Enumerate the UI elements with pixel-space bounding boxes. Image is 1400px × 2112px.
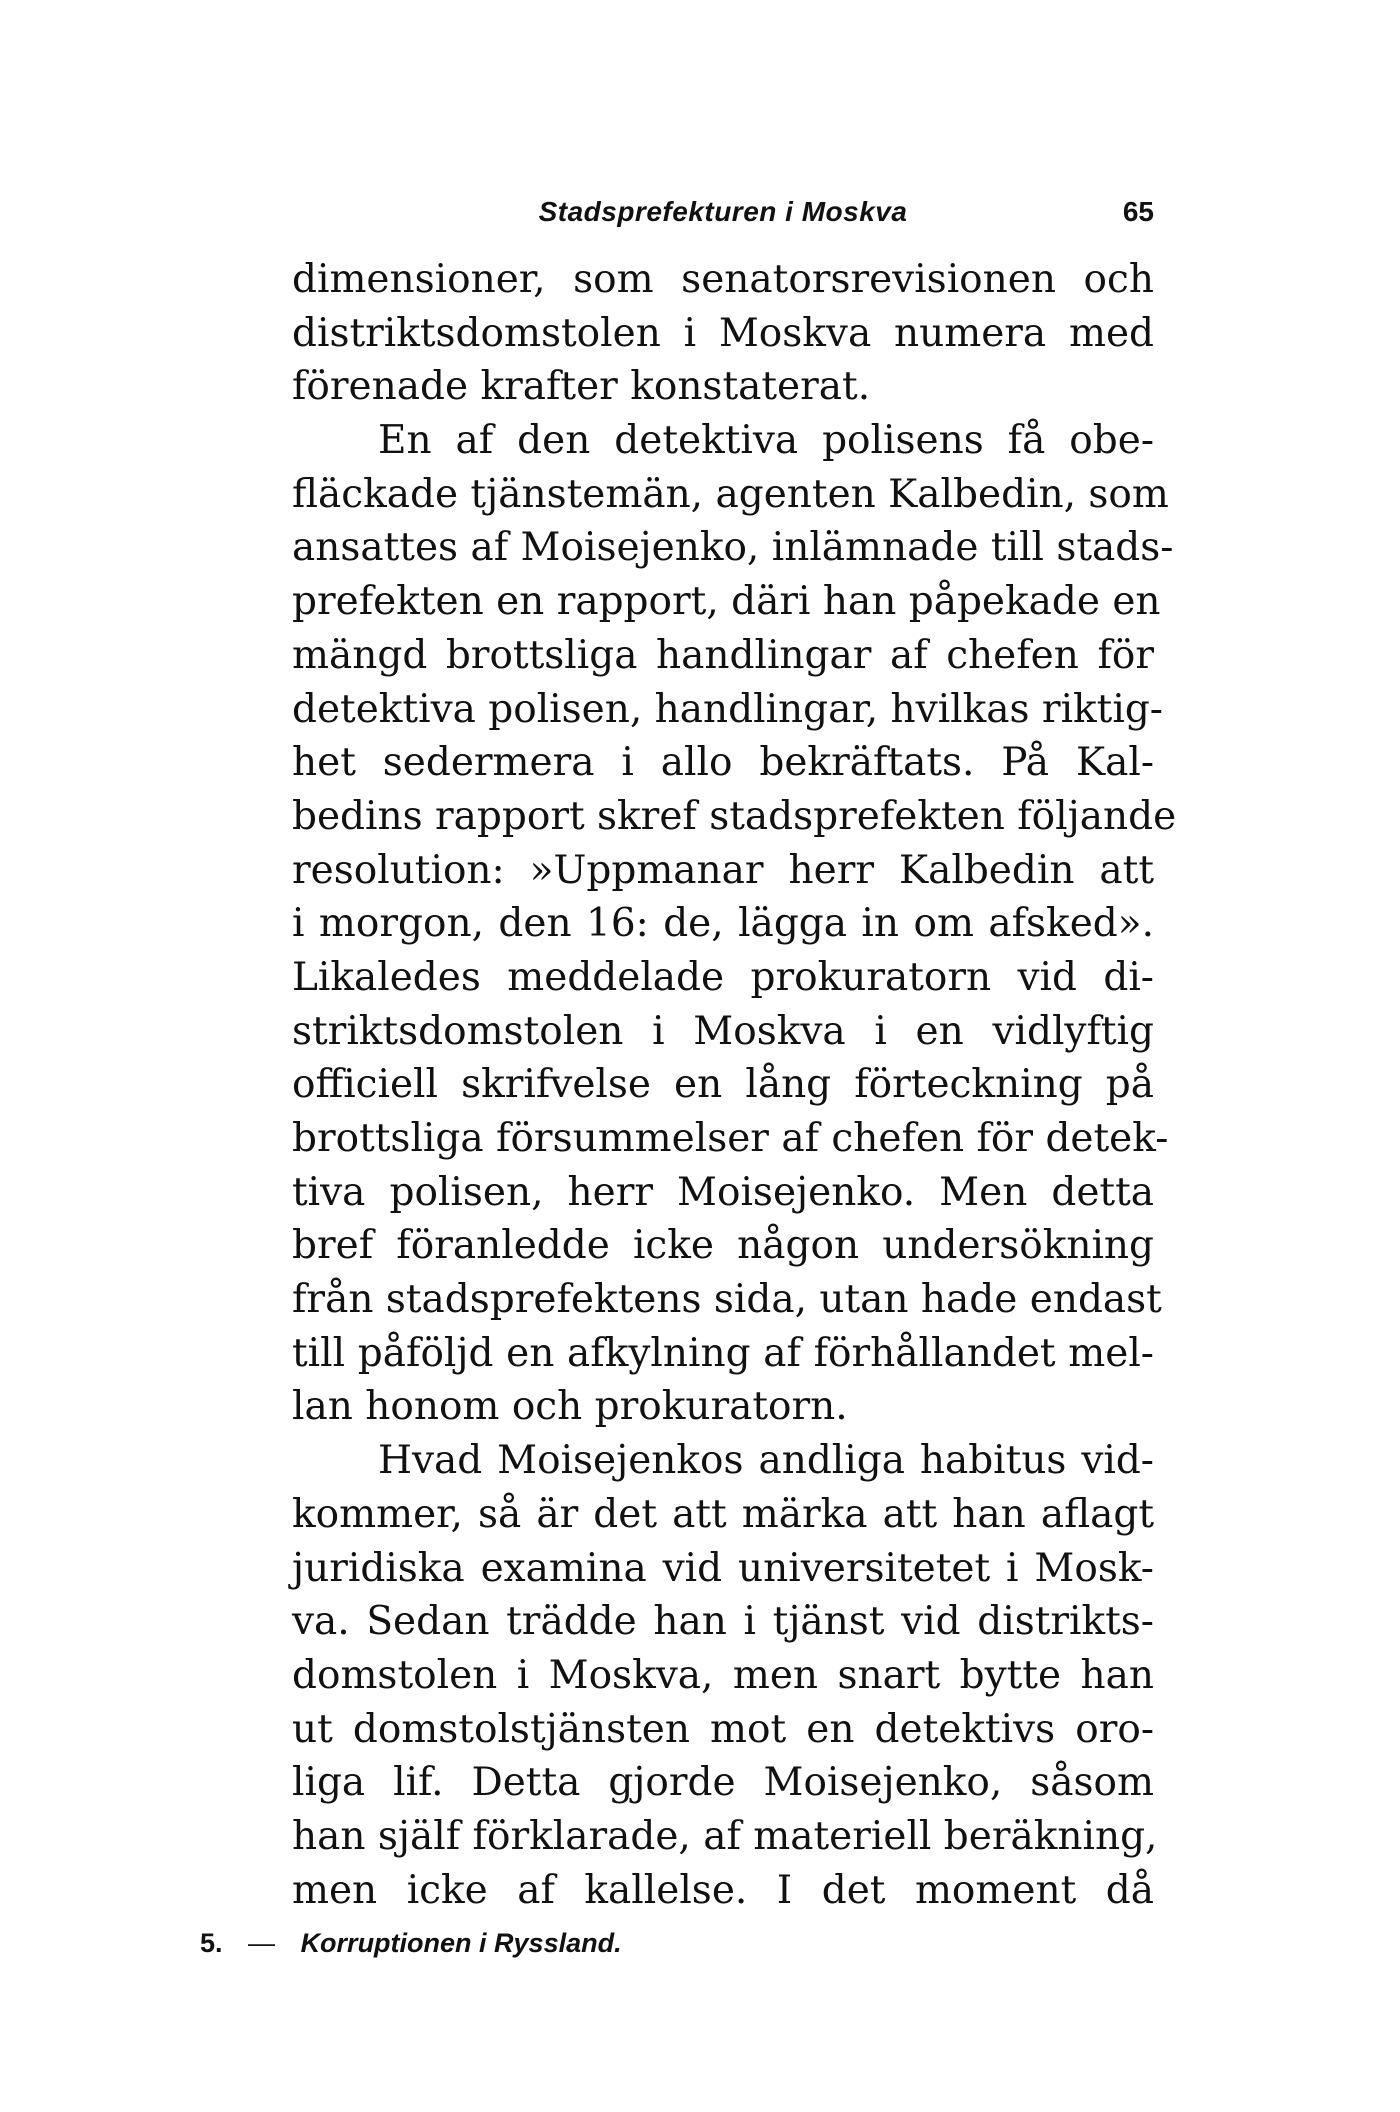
text-line: En af den detektiva polisens få obe- xyxy=(378,418,1154,464)
text-line: i morgon, den 16: de, lägga in om afsked». xyxy=(292,901,1154,947)
running-title: Stadsprefekturen i Moskva xyxy=(538,196,908,227)
text-line: han själf förklarade, af materiell beräkning, xyxy=(292,1813,1158,1859)
text-line: brottsliga försummelser af chefen för detek- xyxy=(292,1116,1169,1161)
text-line: mängd brottsliga handlingar af chefen för xyxy=(292,632,1154,678)
signature-number: 5. xyxy=(200,1928,223,1958)
text-line: het sedermera i allo bekräftats. På Kal- xyxy=(292,740,1154,786)
text-line: Likaledes meddelade prokuratorn vid di- xyxy=(292,954,1154,1000)
text-line: Hvad Moisejenkos andliga habitus vid- xyxy=(378,1438,1154,1484)
text-line: fläckade tjänstemän, agenten Kalbedin, som xyxy=(292,471,1169,517)
text-line: bref föranledde icke någon undersökning xyxy=(292,1223,1154,1269)
text-line: ut domstolstjänsten mot en detektivs oro- xyxy=(292,1706,1154,1752)
text-line: bedins rapport skref stadsprefekten följande xyxy=(292,793,1177,839)
text-line: va. Sedan trädde han i tjänst vid distrikts- xyxy=(292,1599,1154,1645)
text-line: lan honom och prokuratorn. xyxy=(292,1384,848,1430)
text-line: juridiska examina vid universitetet i Mosk- xyxy=(292,1545,1154,1591)
text-line: striktsdomstolen i Moskva i en vidlyftig xyxy=(292,1008,1154,1054)
running-header xyxy=(292,192,1154,232)
text-line: prefekten en rapport, däri han påpekade en xyxy=(292,579,1161,625)
text-line: liga lif. Detta gjorde Moisejenko, såsom xyxy=(292,1760,1154,1806)
text-line: officiell skrifvelse en lång förteckning på xyxy=(292,1062,1154,1108)
page-number: 65 xyxy=(1122,196,1154,227)
signature-title: Korruptionen i Ryssland. xyxy=(300,1928,622,1958)
text-line: resolution: »Uppmanar herr Kalbedin att xyxy=(292,847,1154,893)
signature-dash: — xyxy=(248,1928,276,1958)
text-line: tiva polisen, herr Moisejenko. Men detta xyxy=(292,1169,1154,1215)
text-line: ansattes af Moisejenko, inlämnade till stads- xyxy=(292,525,1174,571)
text-line: men icke af kallelse. I det moment då xyxy=(292,1867,1154,1913)
text-line: dimensioner, som senatorsrevisionen och xyxy=(292,257,1154,302)
signature-footer xyxy=(200,1925,622,1961)
text-line: från stadsprefektens sida, utan hade endast xyxy=(292,1277,1162,1323)
text-line: detektiva polisen, handlingar, hvilkas riktig- xyxy=(292,686,1163,732)
text-line: domstolen i Moskva, men snart bytte han xyxy=(292,1652,1154,1698)
text-line: distriktsdomstolen i Moskva numera med xyxy=(292,310,1154,356)
text-line: till påföljd en afkylning af förhållandet mel- xyxy=(292,1330,1154,1376)
body-text xyxy=(292,253,1177,1917)
text-line: kommer, så är det att märka att han aflagt xyxy=(292,1491,1154,1537)
text-line: förenade krafter konstaterat. xyxy=(292,364,871,410)
